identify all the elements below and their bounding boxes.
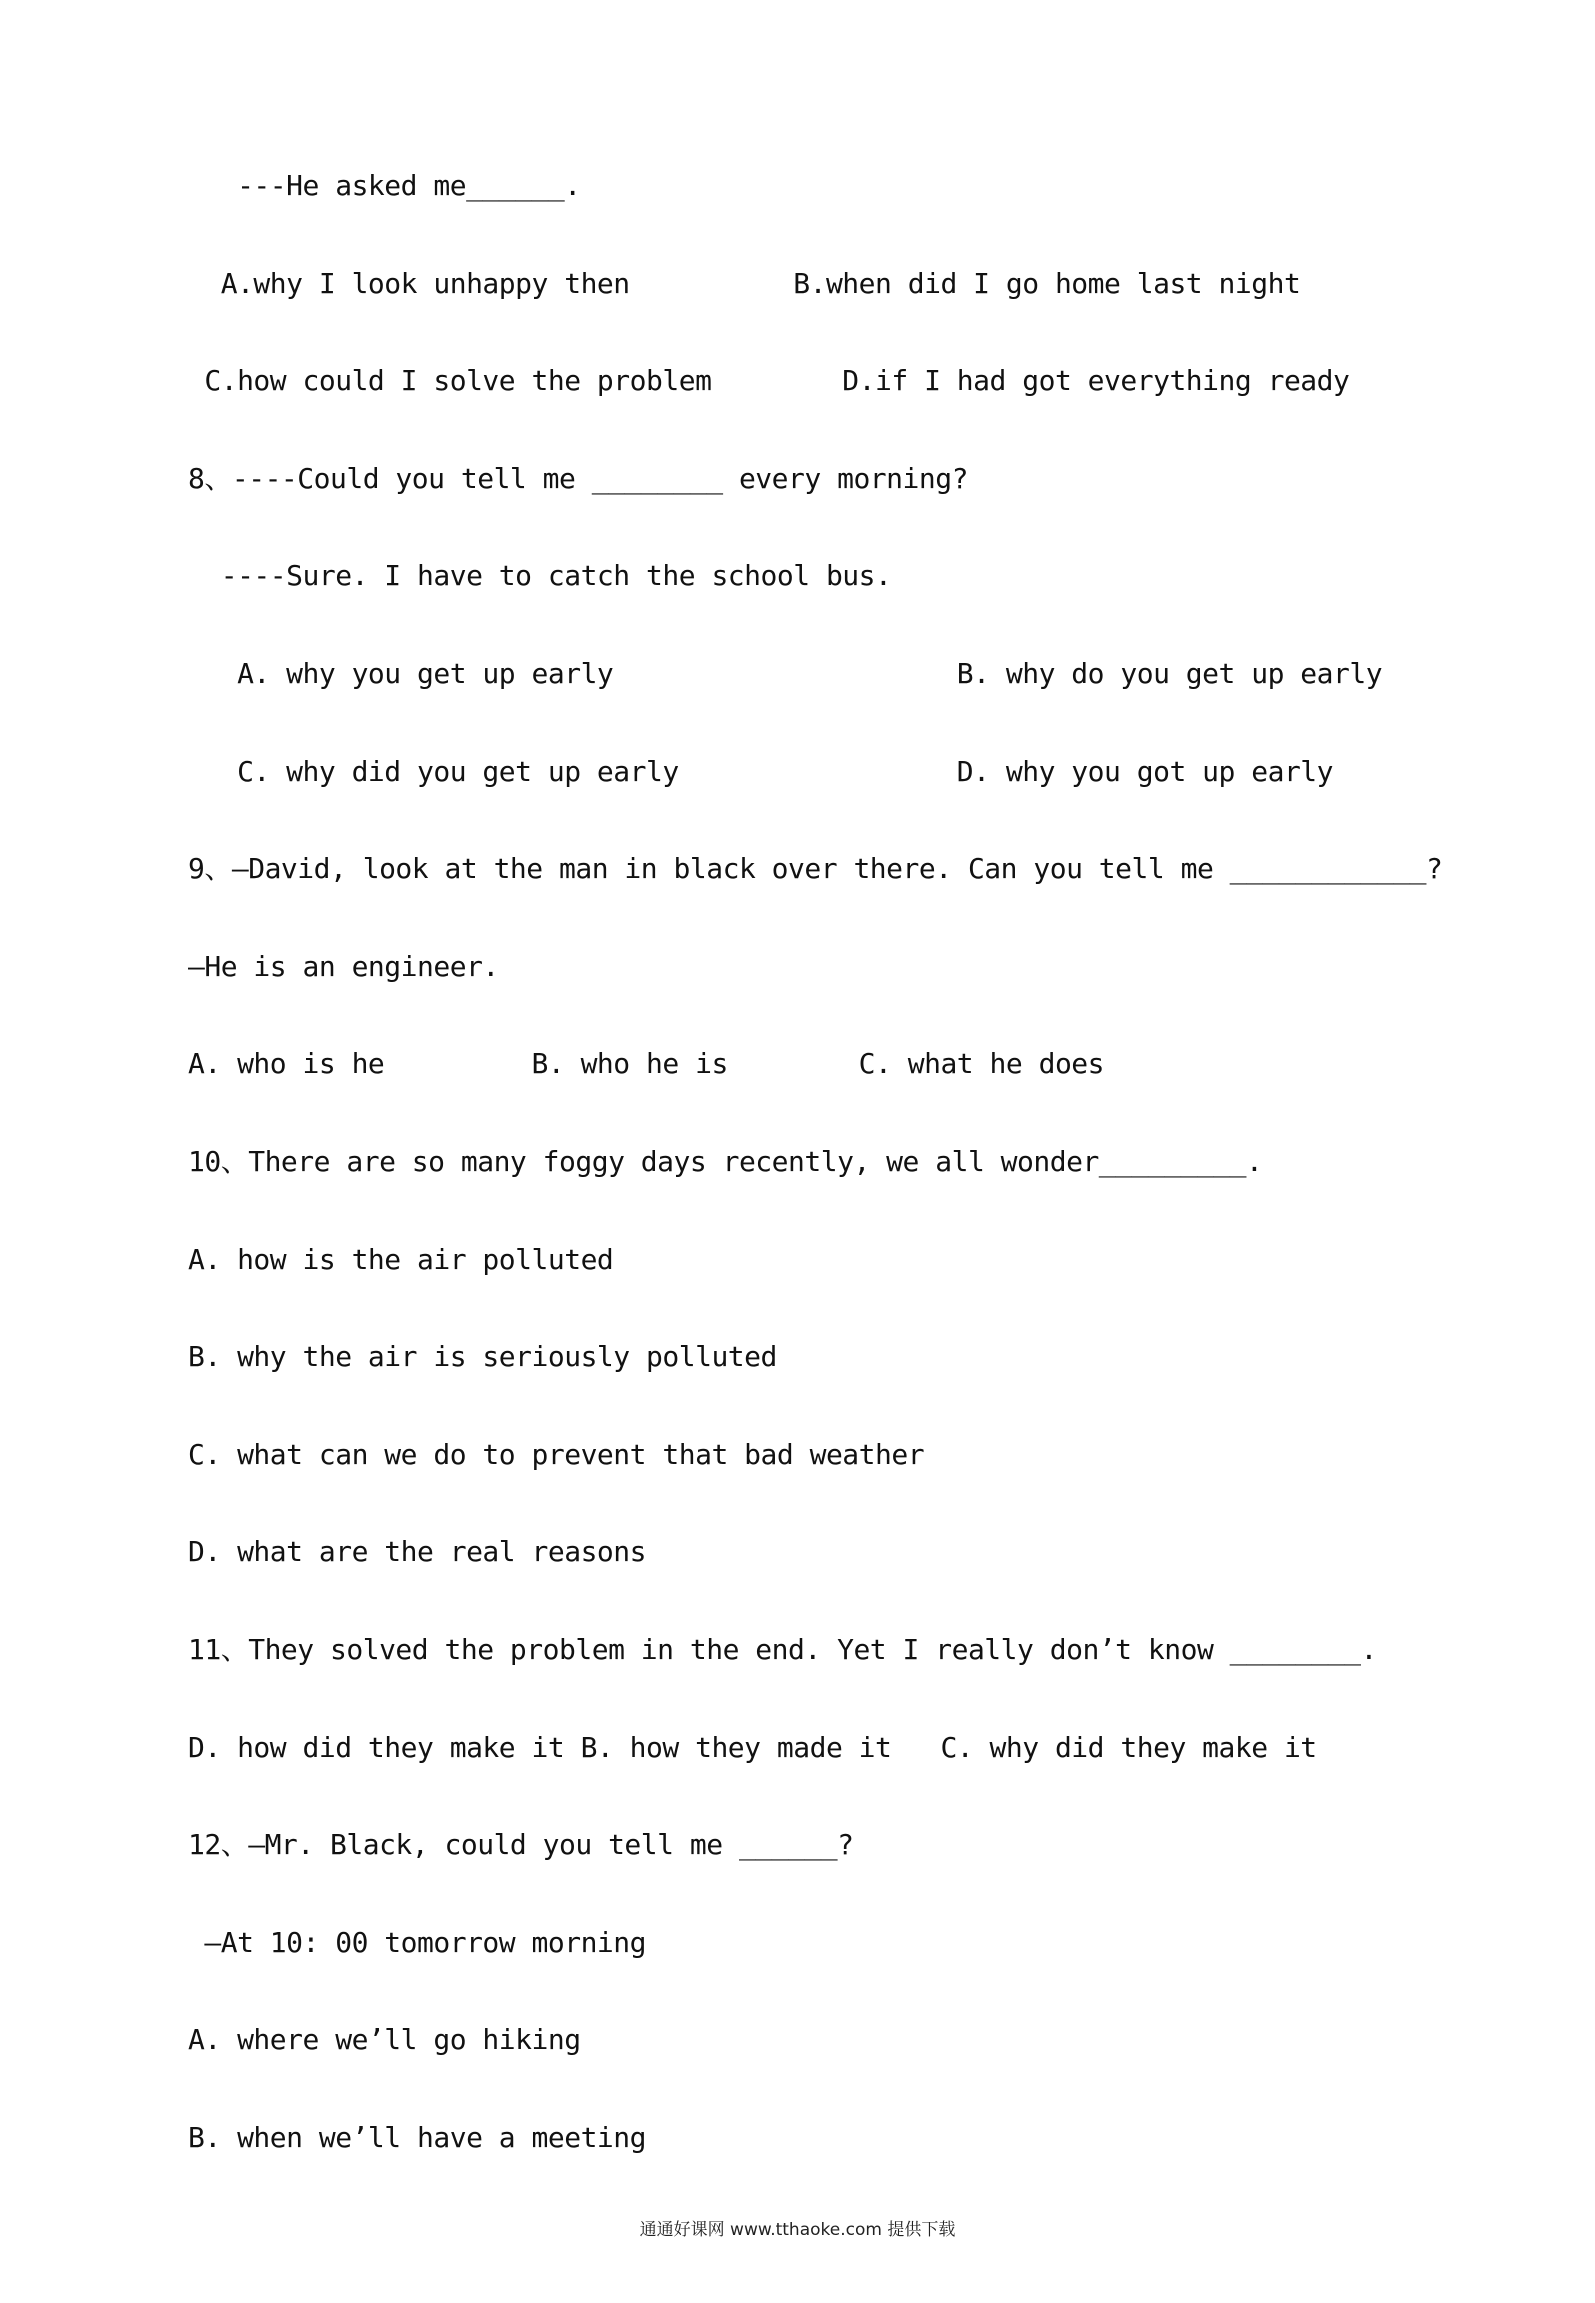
q7-options-ab: A.why I look unhappy then B.when did I go home last night [188,267,1301,300]
q12-option-a: A. where we’ll go hiking [188,2023,581,2056]
q9-reply: —He is an engineer. [188,950,499,983]
q11-options: D. how did they make it B. how they made it C. why did they make it [188,1731,1317,1764]
q9-question: 9、—David, look at the man in black over there. Can you tell me ____________? [188,852,1443,885]
q10-option-a: A. how is the air polluted [188,1243,614,1276]
q12-option-b: B. when we’ll have a meeting [188,2121,647,2154]
q11-question: 11、They solved the problem in the end. Yet I really don’t know ________. [188,1633,1377,1666]
q12-question: 12、–Mr. Black, could you tell me ______? [188,1828,854,1861]
q7-answer-stem: ---He asked me______. [188,169,581,202]
q10-option-c: C. what can we do to prevent that bad weather [188,1438,925,1471]
q8-reply: ----Sure. I have to catch the school bus. [188,559,892,592]
q10-option-b: B. why the air is seriously polluted [188,1340,777,1373]
q7-options-cd: C.how could I solve the problem D.if I had got everything ready [188,364,1350,397]
q8-options-cd: C. why did you get up early D. why you got up early [188,755,1334,788]
page-footer: 通通好课网 www.tthaoke.com 提供下载 [639,2220,956,2240]
q12-reply: –At 10: 00 tomorrow morning [188,1926,647,1959]
q9-options: A. who is he B. who he is C. what he does [188,1047,1105,1080]
q8-options-ab: A. why you get up early B. why do you get up early [188,657,1383,690]
q10-question: 10、There are so many foggy days recently, we all wonder_________. [188,1145,1263,1178]
q8-question: 8、----Could you tell me ________ every morning? [188,462,968,495]
q10-option-d: D. what are the real reasons [188,1535,647,1568]
